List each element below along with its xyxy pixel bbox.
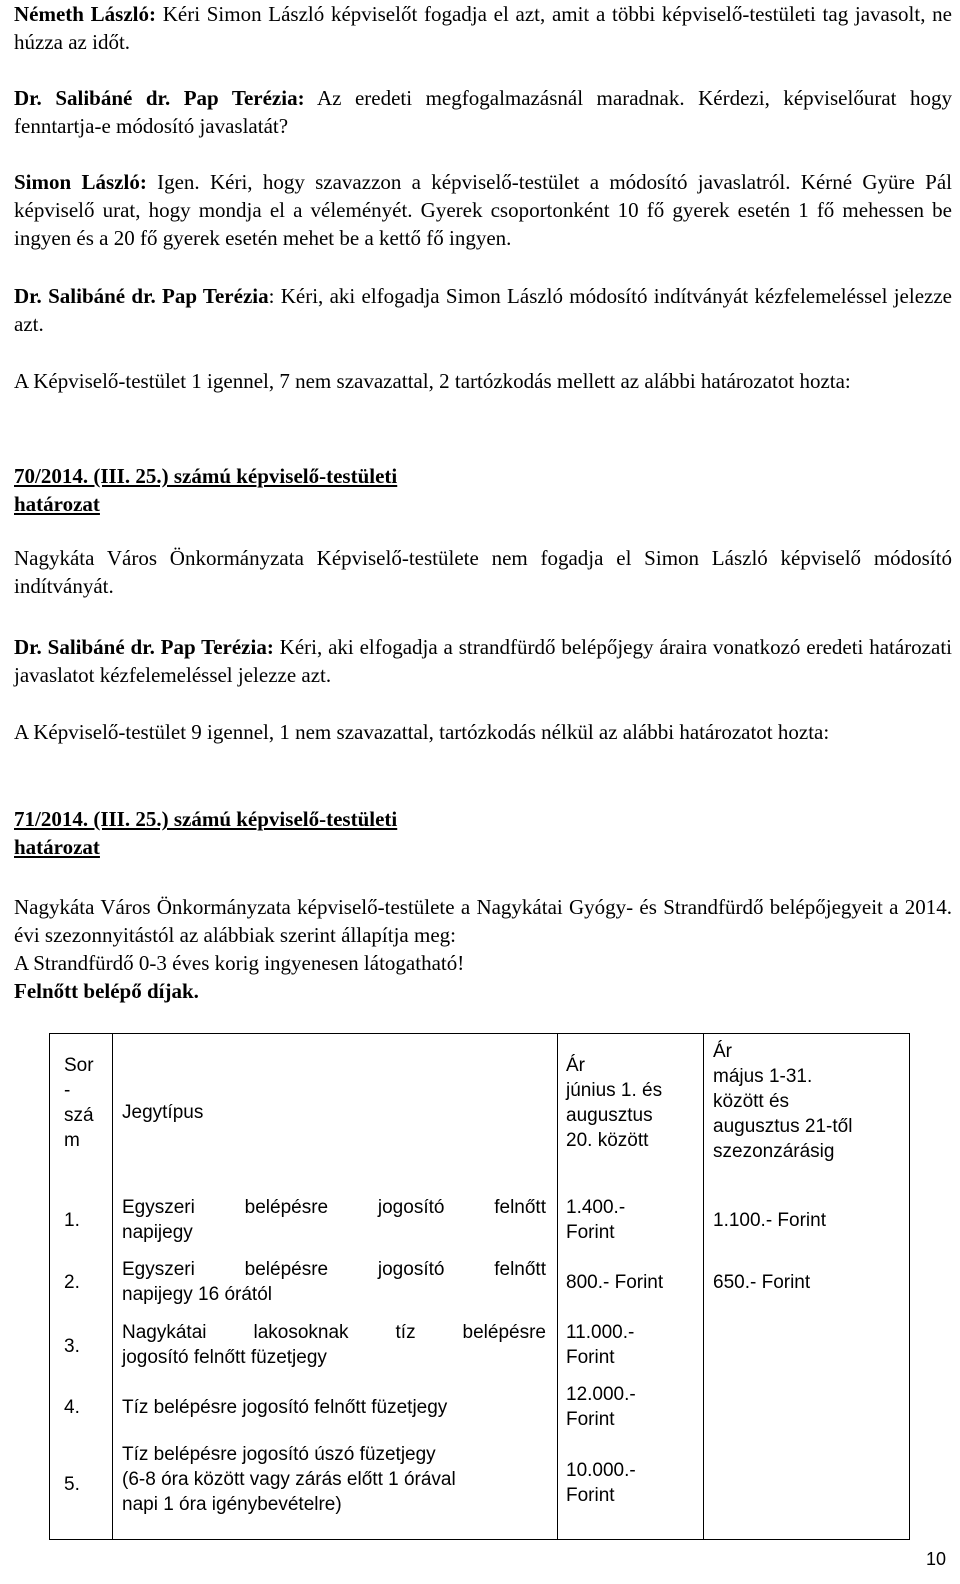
row-2-price-offseason: 650.- Forint	[713, 1272, 811, 1293]
type-line: Nagykátai lakosoknak tíz belépésre	[122, 1322, 546, 1343]
header-text: Ár	[566, 1055, 585, 1076]
header-text: -	[64, 1080, 71, 1101]
header-text: augusztus 21-től	[713, 1116, 853, 1137]
header-text: között és	[713, 1091, 790, 1112]
price-line: Forint	[566, 1347, 615, 1368]
row-4-price-summer	[566, 1382, 636, 1432]
table-border-top	[49, 1033, 910, 1034]
price-line: Forint	[566, 1409, 615, 1430]
row-5-price-summer	[566, 1458, 636, 1508]
paragraph-text: A Képviselő-testület 9 igennel, 1 nem szavazattal, tartózkodás nélkül az alábbi határozatot hozta:	[14, 720, 830, 744]
header-price-offseason	[713, 1039, 893, 1164]
paragraph-text: : Kéri, aki elfogadja Simon László módosító indítványát kézfelemeléssel jelezze azt.	[14, 284, 952, 336]
type-line: Egyszeri belépésre jogosító felnőtt	[122, 1259, 546, 1280]
type-line: napijegy 16 órától	[122, 1284, 272, 1305]
paragraph-text: Nagykáta Város Önkormányzata Képviselő-testülete nem fogadja el Simon László képviselő módosító indítványát.	[14, 546, 952, 598]
row-2-type	[122, 1257, 546, 1307]
header-price-summer	[566, 1053, 698, 1153]
price-line: 10.000.-	[566, 1460, 636, 1481]
row-4-number: 4.	[64, 1397, 80, 1418]
row-2-price-summer: 800.- Forint	[566, 1272, 664, 1293]
header-text: Ár	[713, 1041, 732, 1062]
speaker-name: Dr. Salibáné dr. Pap Terézia:	[14, 635, 274, 659]
header-text: augusztus	[566, 1105, 653, 1126]
page-number: 10	[926, 1549, 947, 1569]
type-line: Egyszeri belépésre jogosító felnőtt	[122, 1197, 546, 1218]
type-line: Tíz belépésre jogosító felnőtt füzetjegy	[122, 1397, 448, 1418]
header-line	[713, 1089, 893, 1114]
price-line: Forint	[566, 1222, 615, 1243]
table-border-bottom	[49, 1539, 910, 1540]
table-divider	[112, 1033, 113, 1540]
type-line: Tíz belépésre jogosító úszó füzetjegy	[122, 1444, 436, 1465]
table-border-right	[909, 1033, 910, 1540]
price-line: 1.400.-	[566, 1197, 626, 1218]
speaker-name: Németh László:	[14, 2, 157, 26]
type-line: jogosító felnőtt füzetjegy	[122, 1347, 327, 1368]
row-5-number: 5.	[64, 1474, 80, 1495]
paragraph-text: A Képviselő-testület 1 igennel, 7 nem szavazattal, 2 tartózkodás mellett az alábbi határozatot hozta:	[14, 369, 851, 393]
header-text: Sor	[64, 1055, 94, 1076]
speaker-name: Dr. Salibáné dr. Pap Terézia:	[14, 86, 305, 110]
row-3-type	[122, 1320, 546, 1370]
header-ticket-type: Jegytípus	[122, 1102, 204, 1123]
price-line: 12.000.-	[566, 1384, 636, 1405]
header-text: május 1-31.	[713, 1066, 813, 1087]
speaker-name: Dr. Salibáné dr. Pap Terézia	[14, 284, 269, 308]
header-text: szá	[64, 1105, 94, 1126]
row-3-number: 3.	[64, 1336, 80, 1357]
resolution-number: 71/2014. (III. 25.) számú képviselő-testületi	[14, 807, 398, 831]
resolution-label: határozat	[14, 492, 100, 516]
paragraph-text: Kéri Simon László képviselőt fogadja el azt, amit a többi képviselő-testületi tag javasolt, ne húzza az időt.	[14, 2, 952, 54]
type-line: napijegy	[122, 1222, 193, 1243]
row-2-number: 2.	[64, 1272, 80, 1293]
type-line: (6-8 óra között vagy zárás előtt 1 órával	[122, 1469, 456, 1490]
free-entry-note: A Strandfürdő 0-3 éves korig ingyenesen látogatható!	[14, 951, 465, 975]
paragraph-text: Kéri, aki elfogadja a strandfürdő belépőjegy áraira vonatkozó eredeti határozati javaslatot kézfelemeléssel jelezze azt.	[14, 635, 952, 687]
speaker-name: Simon László:	[14, 170, 147, 194]
price-line: 11.000.-	[566, 1322, 635, 1343]
table-divider	[557, 1033, 558, 1540]
resolution-label: határozat	[14, 835, 100, 859]
type-line: napi 1 óra igénybevételre)	[122, 1494, 342, 1515]
paragraph-text: Igen. Kéri, hogy szavazzon a képviselő-testület a módosító javaslatról. Kérné Gyüre Pál képviselő urat, hogy mondja el a véleményét. Gyerek csoportonként 10 fő gyerek esetén 1 fő mehessen be ingyen és a 20 fő gyerek esetén mehet be a kettő fő ingyen.	[14, 170, 952, 250]
paragraph-text: Nagykáta Város Önkormányzata képviselő-testülete a Nagykátai Gyógy- és Strandfürdő belépőjegyeit a 2014. évi szezonnyitástól az alábbiak szerint állapítja meg:	[14, 895, 952, 947]
table-divider	[703, 1033, 704, 1540]
row-4-type	[122, 1395, 546, 1420]
price-line: Forint	[566, 1485, 615, 1506]
resolution-number: 70/2014. (III. 25.) számú képviselő-testületi	[14, 464, 398, 488]
header-text: 20. között	[566, 1130, 649, 1151]
row-1-price-summer	[566, 1195, 625, 1245]
header-text: m	[64, 1130, 80, 1151]
header-text: szezonzárásig	[713, 1141, 835, 1162]
row-1-number: 1.	[64, 1210, 80, 1231]
header-line	[713, 1064, 893, 1089]
header-row-number	[64, 1053, 108, 1153]
paragraph-text: Az eredeti megfogalmazásnál maradnak. Kérdezi, képviselőurat hogy fenntartja-e módosító javaslatát?	[14, 86, 952, 138]
row-3-price-summer	[566, 1320, 634, 1370]
row-5-type	[122, 1442, 552, 1517]
row-1-type	[122, 1195, 546, 1245]
table-border-left	[49, 1033, 50, 1540]
row-1-price-offseason: 1.100.- Forint	[713, 1210, 826, 1231]
fees-heading: Felnőtt belépő díjak.	[14, 979, 199, 1003]
header-text: június 1. és	[566, 1080, 663, 1101]
